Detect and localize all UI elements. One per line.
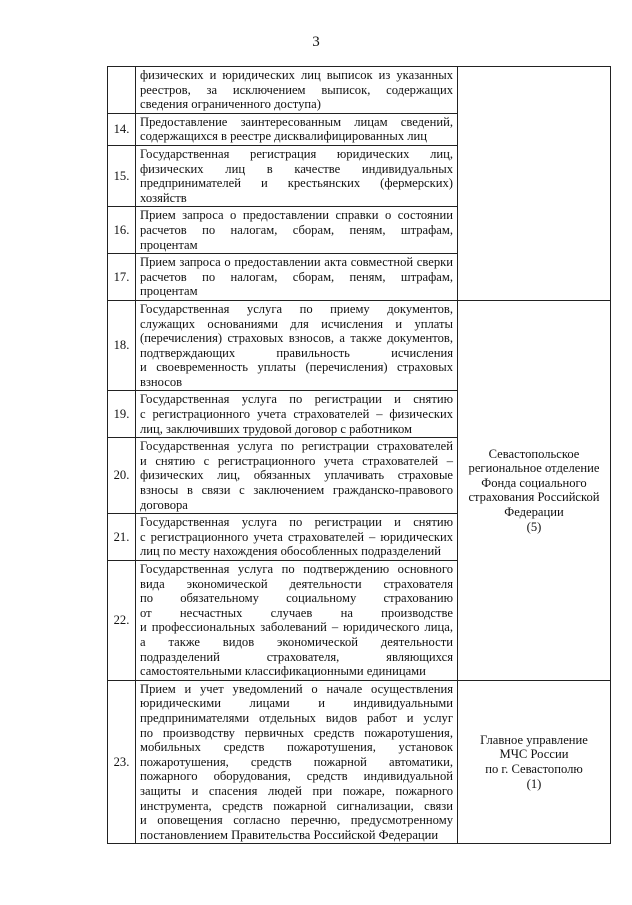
page-number: 3 [312, 34, 320, 50]
row-number: 15. [108, 145, 136, 206]
responsible-authority [458, 680, 611, 844]
service-description [136, 391, 458, 438]
service-description [136, 680, 458, 844]
table-row [108, 67, 611, 114]
authority-line: страхования Российской [468, 490, 600, 505]
service-description [136, 113, 458, 145]
description-line: расчетов по налогам, сборам, пеням, штрафам, [140, 269, 453, 284]
description-line: лиц по месту нахождения обособленных подразделений [140, 544, 441, 559]
description-line: хозяйств [140, 190, 187, 205]
description-line: Государственная услуга по регистрации и снятию [140, 515, 453, 530]
row-number: 18. [108, 300, 136, 391]
authority-line: Федерации [504, 504, 564, 519]
description-line: инструмента, средств пожарной сигнализации, связи [140, 798, 453, 813]
description-line: договора [140, 497, 188, 512]
description-line: процентам [140, 237, 198, 252]
service-description [136, 145, 458, 206]
description-line: подразделений страхователя, являющихся [140, 649, 453, 664]
authority-line: по г. Севастополю [485, 762, 583, 777]
description-line: юридическими лицами и индивидуальными [140, 696, 453, 711]
row-number: 19. [108, 391, 136, 438]
description-line: пожаротушения, средств пожарной автоматики, [140, 754, 453, 769]
description-line: (перечисления) страховых взносов, а также документов, [140, 331, 453, 346]
description-line: взносов [140, 374, 183, 389]
authority-line: Главное управление [480, 732, 588, 747]
responsible-authority [458, 300, 611, 680]
description-line: Государственная услуга по приему документов, [140, 301, 453, 316]
description-line: сведения ограниченного доступа) [140, 97, 321, 112]
description-line: и своевременность уплаты (перечисления) страховых [140, 360, 453, 375]
authority-line: (5) [526, 519, 542, 534]
row-number: 14. [108, 113, 136, 145]
description-line: от несчастных случаев на производстве [140, 605, 453, 620]
description-line: и профессиональных заболеваний – юридического лица, [140, 620, 453, 635]
row-number: 20. [108, 438, 136, 514]
description-line: самостоятельными классификационными единицами [140, 664, 426, 679]
description-line: и снятию с регистрационного учета страхователей – [140, 453, 453, 468]
service-description [136, 207, 458, 254]
description-line: физических лиц, обязанных уплачивать страховые [140, 468, 453, 483]
authority-line: региональное отделение [468, 461, 600, 476]
description-line: Государственная регистрация юридических лиц, [140, 146, 453, 161]
description-line: Прием запроса о предоставлении справки о состоянии [140, 208, 453, 223]
description-line: по обязательному социальному страхованию [140, 591, 453, 606]
service-description [136, 300, 458, 391]
description-line: физических лиц в качестве индивидуальных [140, 161, 453, 176]
service-description [136, 438, 458, 514]
service-description [136, 514, 458, 561]
description-line: расчетов по налогам, сборам, пеням, штрафам, [140, 222, 453, 237]
authority-line: (1) [526, 776, 542, 791]
authority-line: Севастопольское [488, 446, 580, 461]
description-line: лиц, заключивших трудовой договор с работником [140, 421, 413, 436]
description-line: взносы в связи с заключением гражданско-правового [140, 483, 453, 498]
description-line: реестров, за исключением выписок, содержащих [140, 82, 453, 97]
description-line: предпринимателей и крестьянских (фермерских) [140, 176, 453, 191]
row-number [108, 67, 136, 114]
authority-line: МЧС России [499, 747, 569, 762]
description-line: постановлением Правительства Российской Федерации [140, 827, 439, 842]
row-number: 21. [108, 514, 136, 561]
authority-line: Фонда социального [481, 475, 587, 490]
row-number: 23. [108, 680, 136, 844]
description-line: с регистрационного учета страхователей – юридических [140, 529, 453, 544]
service-description [136, 561, 458, 681]
description-line: и оповещения согласно перечню, предусмотренному [140, 813, 453, 828]
description-line: вида экономической деятельности страхователя [140, 576, 453, 591]
table-row [108, 680, 611, 844]
description-line: подтверждающих правильность исчисления [140, 345, 453, 360]
row-number: 17. [108, 254, 136, 301]
service-description [136, 67, 458, 114]
description-line: защиты и спасения людей при пожаре, пожарного [140, 783, 453, 798]
description-line: Государственная услуга по подтверждению основного [140, 562, 453, 576]
description-line: содержащихся в реестре дисквалифицированных лиц [140, 129, 428, 144]
description-line: а также видов экономической деятельности [140, 634, 453, 649]
description-line: Предоставление заинтересованным лицам сведений, [140, 114, 453, 129]
description-line: Государственная услуга по регистрации и снятию [140, 392, 453, 407]
description-line: физических и юридических лиц выписок из указанных [140, 68, 453, 82]
service-description [136, 254, 458, 301]
description-line: Государственная услуга по регистрации страхователей [140, 439, 453, 454]
description-line: предпринимателями отдельных видов работ и услуг [140, 710, 453, 725]
description-line: мобильных средств пожаротушения, установок [140, 740, 453, 755]
responsible-authority [458, 67, 611, 301]
description-line: Прием запроса о предоставлении акта совместной сверки [140, 255, 453, 270]
description-line: Прием и учет уведомлений о начале осуществления [140, 681, 453, 696]
description-line: с регистрационного учета страхователей – физических [140, 407, 453, 422]
description-line: по производству первичных средств пожаротушения, [140, 725, 453, 740]
row-number: 16. [108, 207, 136, 254]
services-table [107, 66, 611, 844]
description-line: пожарного оборудования, средств индивидуальной [140, 769, 453, 784]
description-line: служащих основаниями для исчисления и уплаты [140, 316, 453, 331]
description-line: процентам [140, 284, 198, 299]
table-row [108, 300, 611, 391]
row-number: 22. [108, 561, 136, 681]
